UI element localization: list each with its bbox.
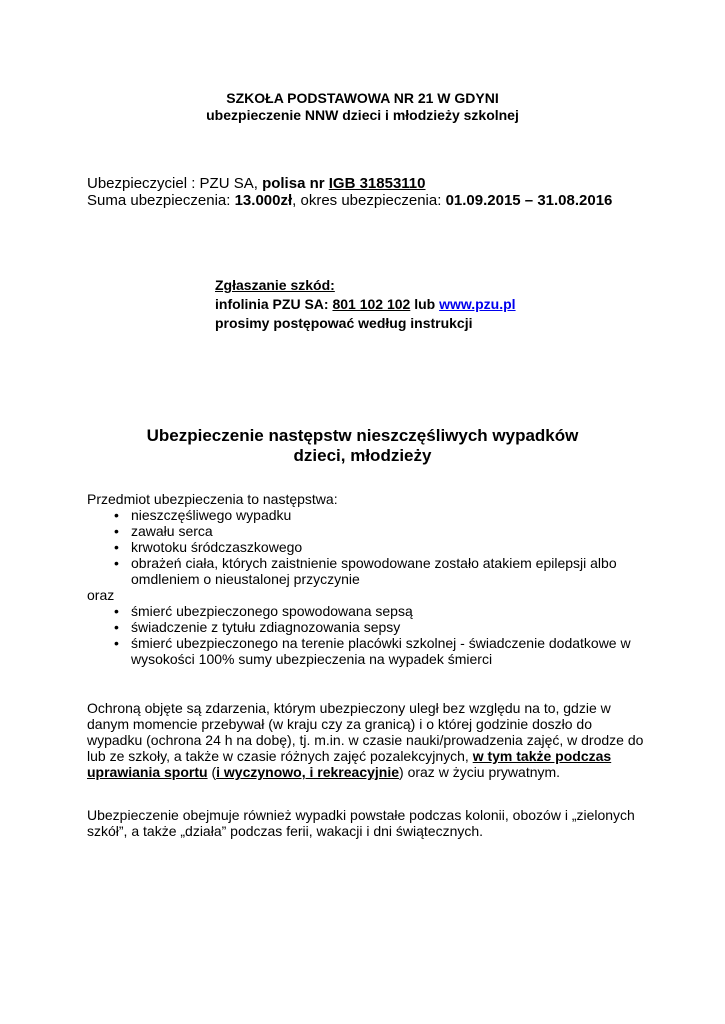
coverage-paragraph bbox=[87, 700, 647, 780]
school-name: SZKOŁA PODSTAWOWA NR 21 W GDYNI bbox=[226, 90, 499, 106]
document-header bbox=[0, 90, 725, 124]
list-item: • świadczenie z tytułu zdiagnozowania sepsy bbox=[131, 619, 647, 635]
coverage-emphasis-mode: i wyczynowo, i rekreacyjnie bbox=[216, 764, 400, 780]
hotline-number[interactable]: 801 102 102 bbox=[332, 296, 411, 312]
subject-intro: Przedmiot ubezpieczenia to następstwa: bbox=[87, 491, 338, 507]
insurer-info bbox=[87, 175, 612, 209]
subject-list-b bbox=[87, 603, 647, 667]
list-item: • śmierć ubezpieczonego spowodowana sepsą bbox=[131, 603, 647, 619]
claims-instruction: prosimy postępować według instrukcji bbox=[215, 315, 473, 331]
list-item: • nieszczęśliwego wypadku bbox=[131, 507, 647, 523]
camps-paragraph: Ubezpieczenie obejmuje również wypadki powstałe podczas kolonii, obozów i „zielonych szkół”, a także „działa” podczas ferii, wakacji i dni świątecznych. bbox=[87, 807, 635, 839]
policy-label: polisa nr bbox=[262, 175, 329, 192]
policy-number: IGB 31853110 bbox=[328, 175, 426, 192]
period-value: 01.09.2015 – 31.08.2016 bbox=[445, 192, 613, 209]
website-link[interactable]: www.pzu.pl bbox=[439, 296, 516, 312]
main-title-line2: dzieci, młodzieży bbox=[293, 446, 432, 465]
list-item: • obrażeń ciała, których zaistnienie spowodowane zostało atakiem epilepsji albo omdleniem o nieustalonej przyczynie bbox=[131, 555, 647, 587]
list-item: • krwotoku śródczaszkowego bbox=[131, 539, 647, 555]
claims-heading: Zgłaszanie szkód: bbox=[215, 277, 335, 293]
sum-value: 13.000zł bbox=[234, 192, 293, 209]
list-item: • śmierć ubezpieczonego na terenie placówki szkolnej - świadczenie dodatkowe w wysokości 100% sumy ubezpieczenia na wypadek śmierci bbox=[131, 635, 647, 667]
coverage-emphasis-sport: w tym także podczas uprawiania sportu bbox=[87, 748, 612, 780]
oraz-text: oraz bbox=[87, 587, 115, 603]
subject-list-a bbox=[87, 507, 647, 587]
claims-section bbox=[215, 276, 516, 333]
hotline-line bbox=[215, 295, 516, 314]
coverage-text2: ( bbox=[207, 764, 217, 780]
sum-label: Suma ubezpieczenia: bbox=[87, 192, 235, 209]
document-subtitle: ubezpieczenie NNW dzieci i młodzieży szkolnej bbox=[206, 107, 519, 123]
insurer-line bbox=[87, 175, 612, 192]
main-title bbox=[0, 426, 725, 466]
sum-line bbox=[87, 192, 612, 209]
coverage-text3: ) oraz w życiu prywatnym. bbox=[399, 764, 561, 780]
or-text: lub bbox=[410, 296, 440, 312]
list-item: • zawału serca bbox=[131, 523, 647, 539]
main-title-line1: Ubezpieczenie następstw nieszczęśliwych wypadków bbox=[146, 426, 579, 445]
hotline-label: infolinia PZU SA: bbox=[215, 296, 333, 312]
subject-section bbox=[87, 491, 647, 667]
insurer-prefix: Ubezpieczyciel : PZU SA, bbox=[87, 175, 263, 192]
coverage-text1: Ochroną objęte są zdarzenia, którym ubezpieczony uległ bez względu na to, gdzie w danym momencie przebywał (w kraju czy za granicą) i o której godzinie doszło do wypadku (ochrona 24 h na dobę), tj. m.in. w czasie nauki/prowadzenia zajęć, w drodze do lub ze szkoły, a także w czasie różnych zajęć pozalekcyjnych, bbox=[87, 700, 644, 764]
period-label: , okres ubezpieczenia: bbox=[292, 192, 446, 209]
